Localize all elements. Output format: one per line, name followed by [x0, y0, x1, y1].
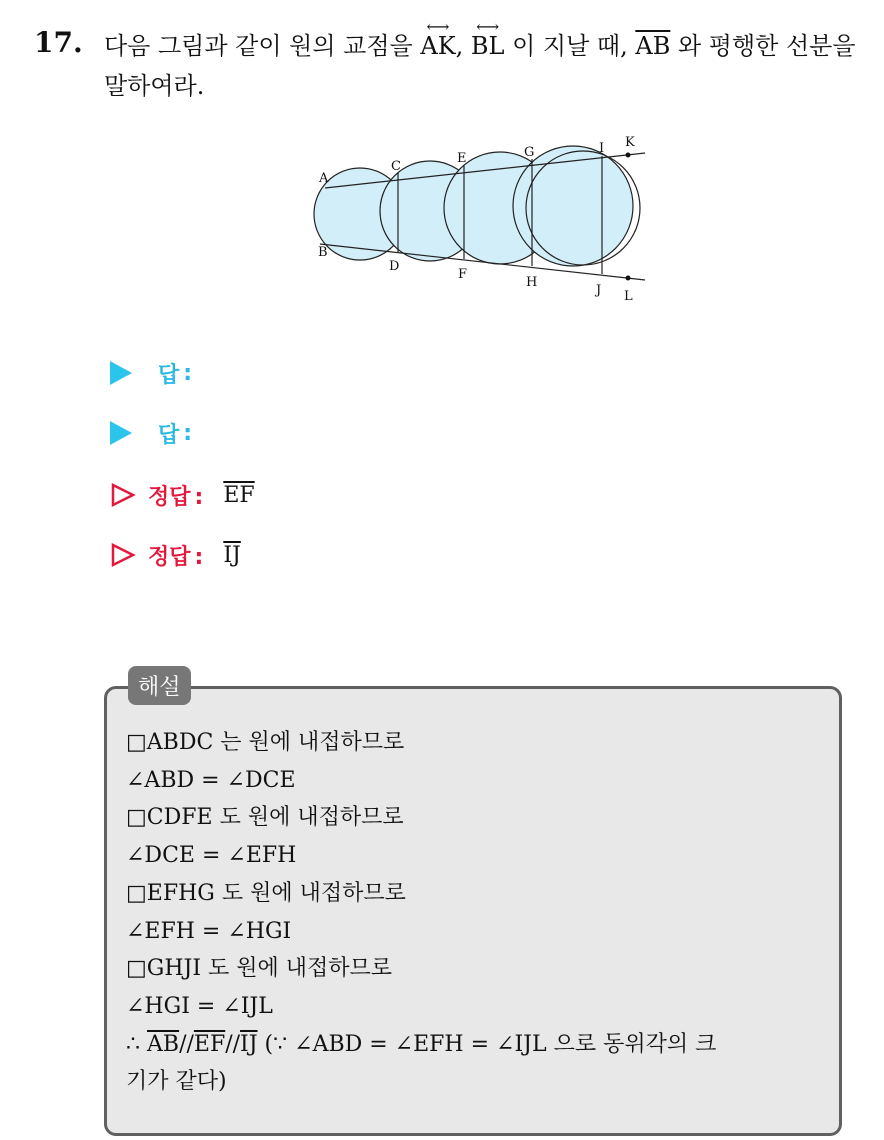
explanation-conclusion-line2: 기가 같다) — [126, 1069, 227, 1095]
explanation-line: □EFHG 도 원에 내접하므로 — [126, 880, 406, 906]
segment-ab: $\overline{AB}$ — [635, 32, 671, 60]
answer-label: 답 — [158, 362, 180, 388]
point-l — [626, 276, 631, 281]
circles-figure — [300, 128, 660, 308]
label-i: I — [599, 141, 605, 156]
label-j: J — [596, 283, 602, 298]
answer-label: 답 — [158, 422, 180, 448]
question-text-after: 와 평행한 선분을 말하여라. — [104, 32, 856, 100]
play-triangle-icon — [110, 361, 132, 385]
explanation-lines — [126, 724, 836, 1101]
double-arrow-icon: ⟷ — [476, 17, 500, 36]
answer-row-1 — [110, 358, 192, 388]
explanation-line: ∠ABD = ∠DCE — [126, 767, 296, 793]
label-g: G — [524, 145, 535, 160]
circle-4 — [513, 146, 633, 266]
answer-row-2 — [110, 418, 192, 448]
correct-answer-value: $\overline{EF}$ — [223, 482, 255, 508]
explanation-tag: 해설 — [128, 666, 191, 705]
label-a: A — [319, 171, 329, 186]
outline-triangle-icon — [110, 542, 136, 568]
point-k — [626, 153, 631, 158]
label-e: E — [457, 151, 467, 166]
label-b: B — [318, 245, 328, 260]
line-ak: ⟷ AK — [420, 17, 456, 60]
play-triangle-icon — [110, 421, 132, 445]
explanation-conclusion: ∴ $\overline{AB}//\overline{EF}//\overline{IJ}$ (∵ ∠ABD = ∠EFH = ∠IJL 으로 동위각의 크 — [126, 1031, 717, 1057]
label-l: L — [624, 289, 633, 304]
explanation-line: ∠EFH = ∠HGI — [126, 918, 292, 944]
question-text-middle: 이 지날 때, — [504, 32, 636, 60]
explanation-line: □ABDC 는 원에 내접하므로 — [126, 730, 405, 755]
explanation-line: ∠DCE = ∠EFH — [126, 843, 297, 869]
answer-colon: : — [183, 360, 193, 386]
correct-answer-row-2 — [110, 540, 241, 570]
question-text-before: 다음 그림과 같이 원의 교점을 — [104, 32, 421, 60]
label-h: H — [526, 275, 538, 290]
correct-answer-row-1 — [110, 480, 255, 510]
correct-answer-label: 정답 : — [148, 544, 204, 570]
correct-answer-label: 정답 : — [148, 484, 204, 510]
line-bl: ⟷ BL — [470, 17, 505, 60]
label-c: C — [391, 159, 401, 174]
question-number: 17. — [34, 26, 83, 59]
correct-answer-value: $\overline{IJ}$ — [223, 542, 241, 568]
label-d: D — [389, 259, 400, 274]
answer-colon: : — [183, 420, 193, 446]
question-text: 다음 그림과 같이 원의 교점을 ⟷ AK, ⟷ BL 이 지날 때, $\overline{AB}$ 와 평행한 선분을 말하여라. — [104, 17, 856, 100]
label-k: K — [625, 135, 635, 150]
outline-triangle-icon — [110, 482, 136, 508]
label-f: F — [458, 267, 468, 282]
explanation-line: ∠HGI = ∠IJL — [126, 993, 273, 1019]
double-arrow-icon: ⟷ — [426, 17, 450, 36]
explanation-line: □GHJI 도 원에 내접하므로 — [126, 956, 393, 982]
explanation-line: □CDFE 도 원에 내접하므로 — [126, 805, 404, 831]
